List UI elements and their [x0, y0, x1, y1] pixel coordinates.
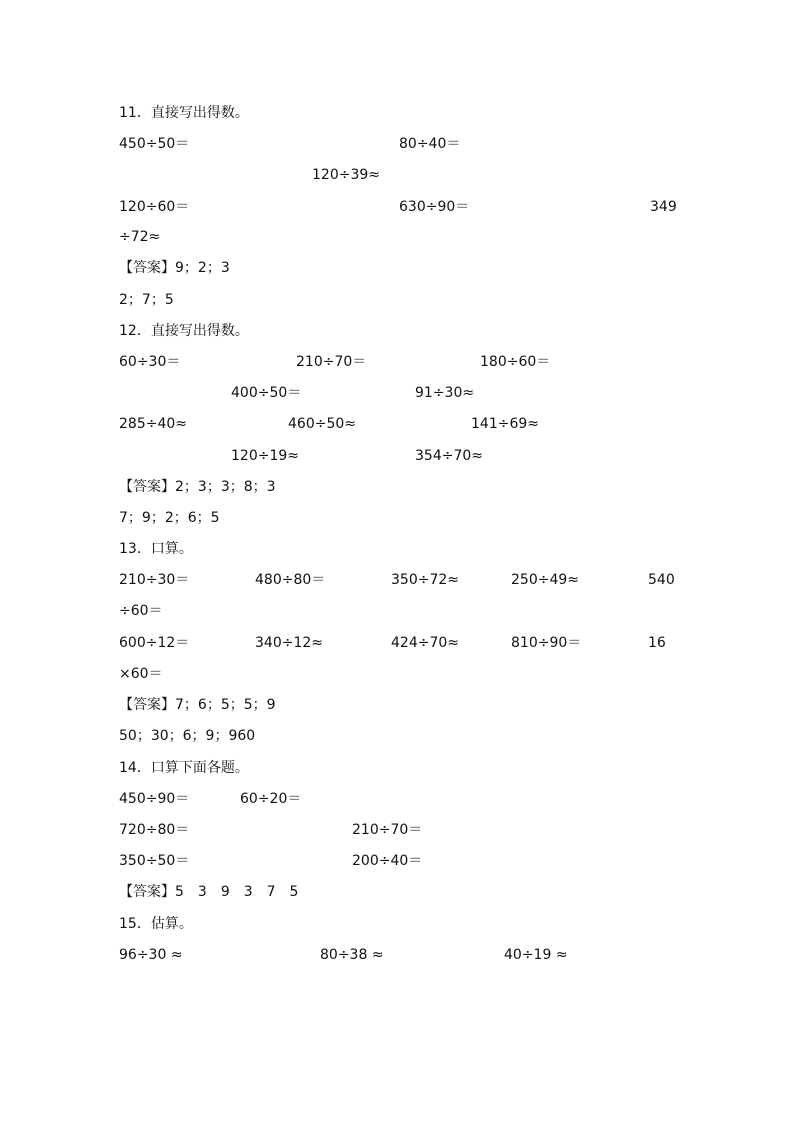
q14-answer: 【答案】5 3 9 3 7 5 — [119, 884, 299, 900]
q11-answer-cont: 2；7；5 — [119, 292, 174, 308]
q13-item-wrap: ×60＝ — [119, 666, 163, 682]
q13-answer-cont: 50；30；6；9；960 — [119, 728, 256, 744]
q12-item: 285÷40≈ — [119, 416, 187, 432]
q14-item: 210÷70＝ — [352, 822, 423, 838]
q13-heading: 13．口算。 — [119, 541, 193, 557]
q13-item: 540 — [648, 572, 675, 588]
q11-item: 120÷60＝ — [119, 199, 190, 215]
q11-item-wrap: ÷72≈ — [119, 229, 161, 245]
q15-item: 96÷30 ≈ — [119, 947, 183, 963]
q12-item: 460÷50≈ — [288, 416, 356, 432]
q13-answer: 【答案】7；6；5；5；9 — [119, 697, 276, 713]
q13-item-wrap: ÷60＝ — [119, 603, 163, 619]
q12-item: 354÷70≈ — [415, 448, 483, 464]
q13-item: 350÷72≈ — [391, 572, 459, 588]
q12-answer-cont: 7；9；2；6；5 — [119, 510, 220, 526]
q12-answer: 【答案】2；3；3；8；3 — [119, 479, 276, 495]
q11-item: 120÷39≈ — [312, 167, 380, 183]
q15-item: 40÷19 ≈ — [504, 947, 568, 963]
q14-heading: 14．口算下面各题。 — [119, 760, 249, 776]
q13-item: 340÷12≈ — [255, 635, 323, 651]
q13-item: 810÷90＝ — [511, 635, 582, 651]
q13-item: 16 — [648, 635, 666, 651]
q13-item: 424÷70≈ — [391, 635, 459, 651]
q12-item: 400÷50＝ — [231, 385, 302, 401]
q12-item: 180÷60＝ — [480, 354, 551, 370]
q13-item: 480÷80＝ — [255, 572, 326, 588]
q14-item: 60÷20＝ — [240, 791, 302, 807]
q12-heading: 12．直接写出得数。 — [119, 323, 249, 339]
q15-item: 80÷38 ≈ — [320, 947, 384, 963]
q11-answer: 【答案】9；2；3 — [119, 260, 230, 276]
q12-item: 91÷30≈ — [415, 385, 475, 401]
q12-item: 120÷19≈ — [231, 448, 299, 464]
q11-heading: 11．直接写出得数。 — [119, 105, 249, 121]
q11-item: 450÷50＝ — [119, 136, 190, 152]
q14-item: 200÷40＝ — [352, 853, 423, 869]
q11-item: 630÷90＝ — [399, 199, 470, 215]
q13-item: 600÷12＝ — [119, 635, 190, 651]
q14-item: 350÷50＝ — [119, 853, 190, 869]
q12-item: 60÷30＝ — [119, 354, 181, 370]
q13-item: 250÷49≈ — [511, 572, 579, 588]
q11-item: 349 — [650, 199, 677, 215]
q12-item: 210÷70＝ — [296, 354, 367, 370]
q14-item: 720÷80＝ — [119, 822, 190, 838]
q13-item: 210÷30＝ — [119, 572, 190, 588]
q12-item: 141÷69≈ — [471, 416, 539, 432]
q15-heading: 15．估算。 — [119, 916, 193, 932]
q14-item: 450÷90＝ — [119, 791, 190, 807]
q11-item: 80÷40＝ — [399, 136, 461, 152]
